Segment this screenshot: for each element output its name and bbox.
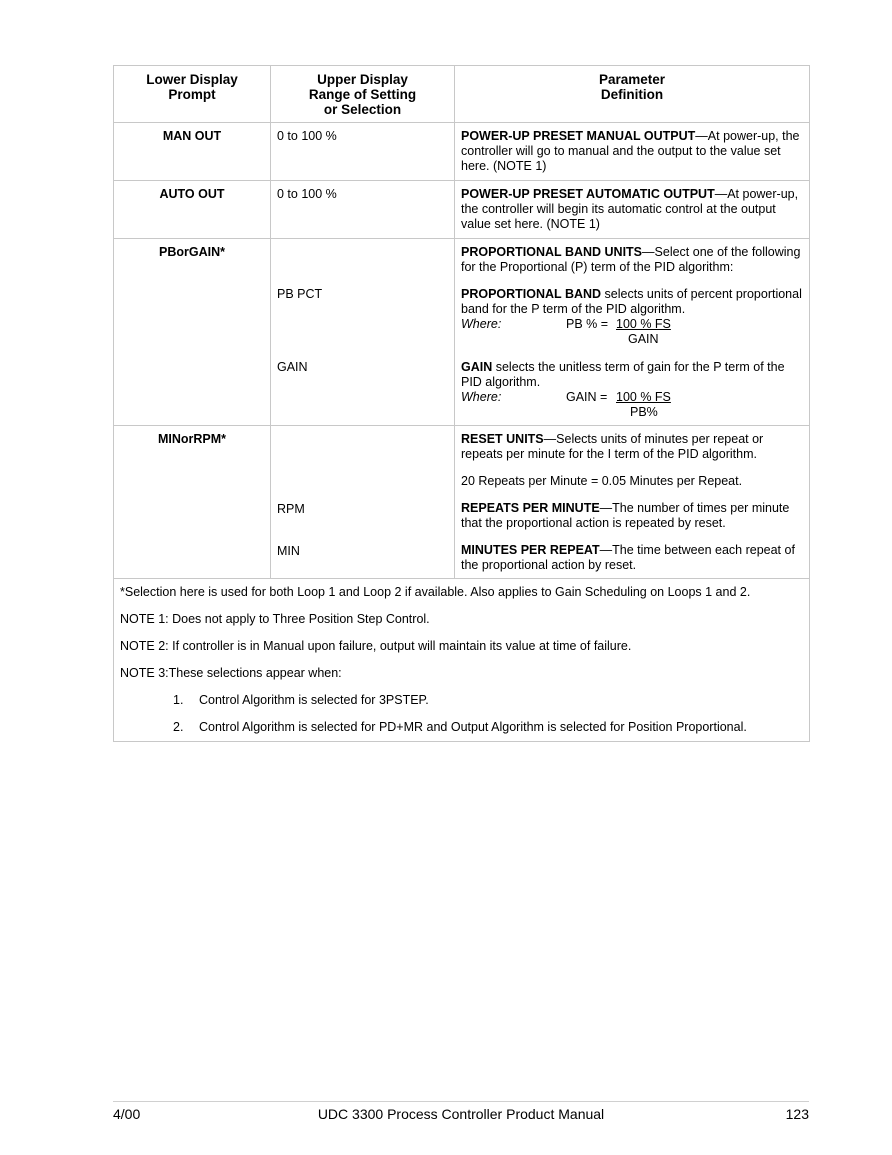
definition-term: GAIN [461,360,493,374]
header-text: Range of Setting [308,87,417,102]
footer-date: 4/00 [113,1106,141,1122]
definition-cell [455,123,810,181]
note-3: NOTE 3:These selections appear when: [120,666,342,680]
option-value: PB PCT [277,287,323,301]
prompt-cell: MINorRPM* [114,426,271,579]
definition-term: RESET UNITS [461,432,544,446]
definition-text: —At power-up, the controller will go to manual and the output to the value set here. (NOTE 1) [461,129,800,173]
header-text: Lower Display [146,72,238,87]
note-2: NOTE 2: If controller is in Manual upon failure, output will maintain its value at time of failure. [120,639,632,653]
definition-term: POWER-UP PRESET AUTOMATIC OUTPUT [461,187,715,201]
definition-text: —The time between each repeat of the proportional action by reset. [461,543,795,572]
prompt-cell: MAN OUT [114,123,271,181]
header-parameter-definition [455,66,810,123]
definition-cell [455,239,810,426]
definition-term: PROPORTIONAL BAND UNITS [461,245,643,259]
definition-cell [455,181,810,239]
definition-term: POWER-UP PRESET MANUAL OUTPUT [461,129,696,143]
list-text: Control Algorithm is selected for PD+MR and Output Algorithm is selected for Position Proportional. [199,720,747,734]
formula-numerator: 100 % FS [616,390,671,404]
definition-text: selects the unitless term of gain for the P term of the PID algorithm. [461,360,785,389]
definition-text: —The number of times per minute that the proportional action is repeated by reset. [461,501,790,530]
header-text: Definition [600,87,664,102]
prompt-cell: PBorGAIN* [114,239,271,426]
header-text: Upper Display [317,72,408,87]
header-upper-display-range [271,66,455,123]
range-cell: 0 to 100 % [271,123,455,181]
table-row [114,239,810,426]
header-text: Prompt [168,87,216,102]
definition-note: 20 Repeats per Minute = 0.05 Minutes per Repeat. [461,474,743,488]
list-text: Control Algorithm is selected for 3PSTEP. [199,693,429,707]
definition-cell [455,426,810,579]
header-lower-display-prompt [114,66,271,123]
list-item [120,693,803,708]
notes-row [114,579,810,742]
table-row [114,426,810,579]
note-1: NOTE 1: Does not apply to Three Position Step Control. [120,612,430,626]
formula-where: Where: [461,390,502,404]
list-item [120,720,803,735]
prompt-cell: AUTO OUT [114,181,271,239]
range-cell: 0 to 100 % [271,181,455,239]
footnote-star: *Selection here is used for both Loop 1 and Loop 2 if available. Also applies to Gain Scheduling on Loops 1 and 2. [120,585,751,599]
table-row [114,123,810,181]
option-value: GAIN [277,360,308,374]
formula-denominator: GAIN [628,332,659,346]
list-number: 1. [173,693,184,707]
definition-text: —Select one of the following for the Proportional (P) term of the PID algorithm: [461,245,801,274]
range-cell [271,239,455,426]
formula-denominator: PB% [630,405,658,419]
option-value: RPM [277,502,305,516]
page-number: 123 [785,1106,809,1122]
definition-text: —At power-up, the controller will begin its automatic control at the output value set here. (NOTE 1) [461,187,799,231]
range-cell [271,426,455,579]
parameter-table [113,65,810,742]
formula [461,317,804,347]
notes-cell [114,579,810,742]
header-text: Parameter [598,72,666,87]
header-row [114,66,810,123]
definition-text: selects units of percent proportional band for the P term of the PID algorithm. [461,287,802,316]
formula-lhs: GAIN = [566,390,608,404]
formula-numerator: 100 % FS [616,317,671,331]
formula-where: Where: [461,317,502,331]
table-row [114,181,810,239]
definition-term: MINUTES PER REPEAT [461,543,600,557]
definition-text: —Selects units of minutes per repeat or repeats per minute for the I term of the PID algorithm. [461,432,764,461]
formula-lhs: PB % = [566,317,609,331]
header-text: or Selection [323,102,402,117]
footer-title: UDC 3300 Process Controller Product Manual [317,1106,605,1122]
formula [461,390,804,420]
option-value: MIN [277,544,300,558]
page-footer [113,1101,809,1122]
list-number: 2. [173,720,184,734]
definition-term: PROPORTIONAL BAND [461,287,602,301]
definition-term: REPEATS PER MINUTE [461,501,600,515]
